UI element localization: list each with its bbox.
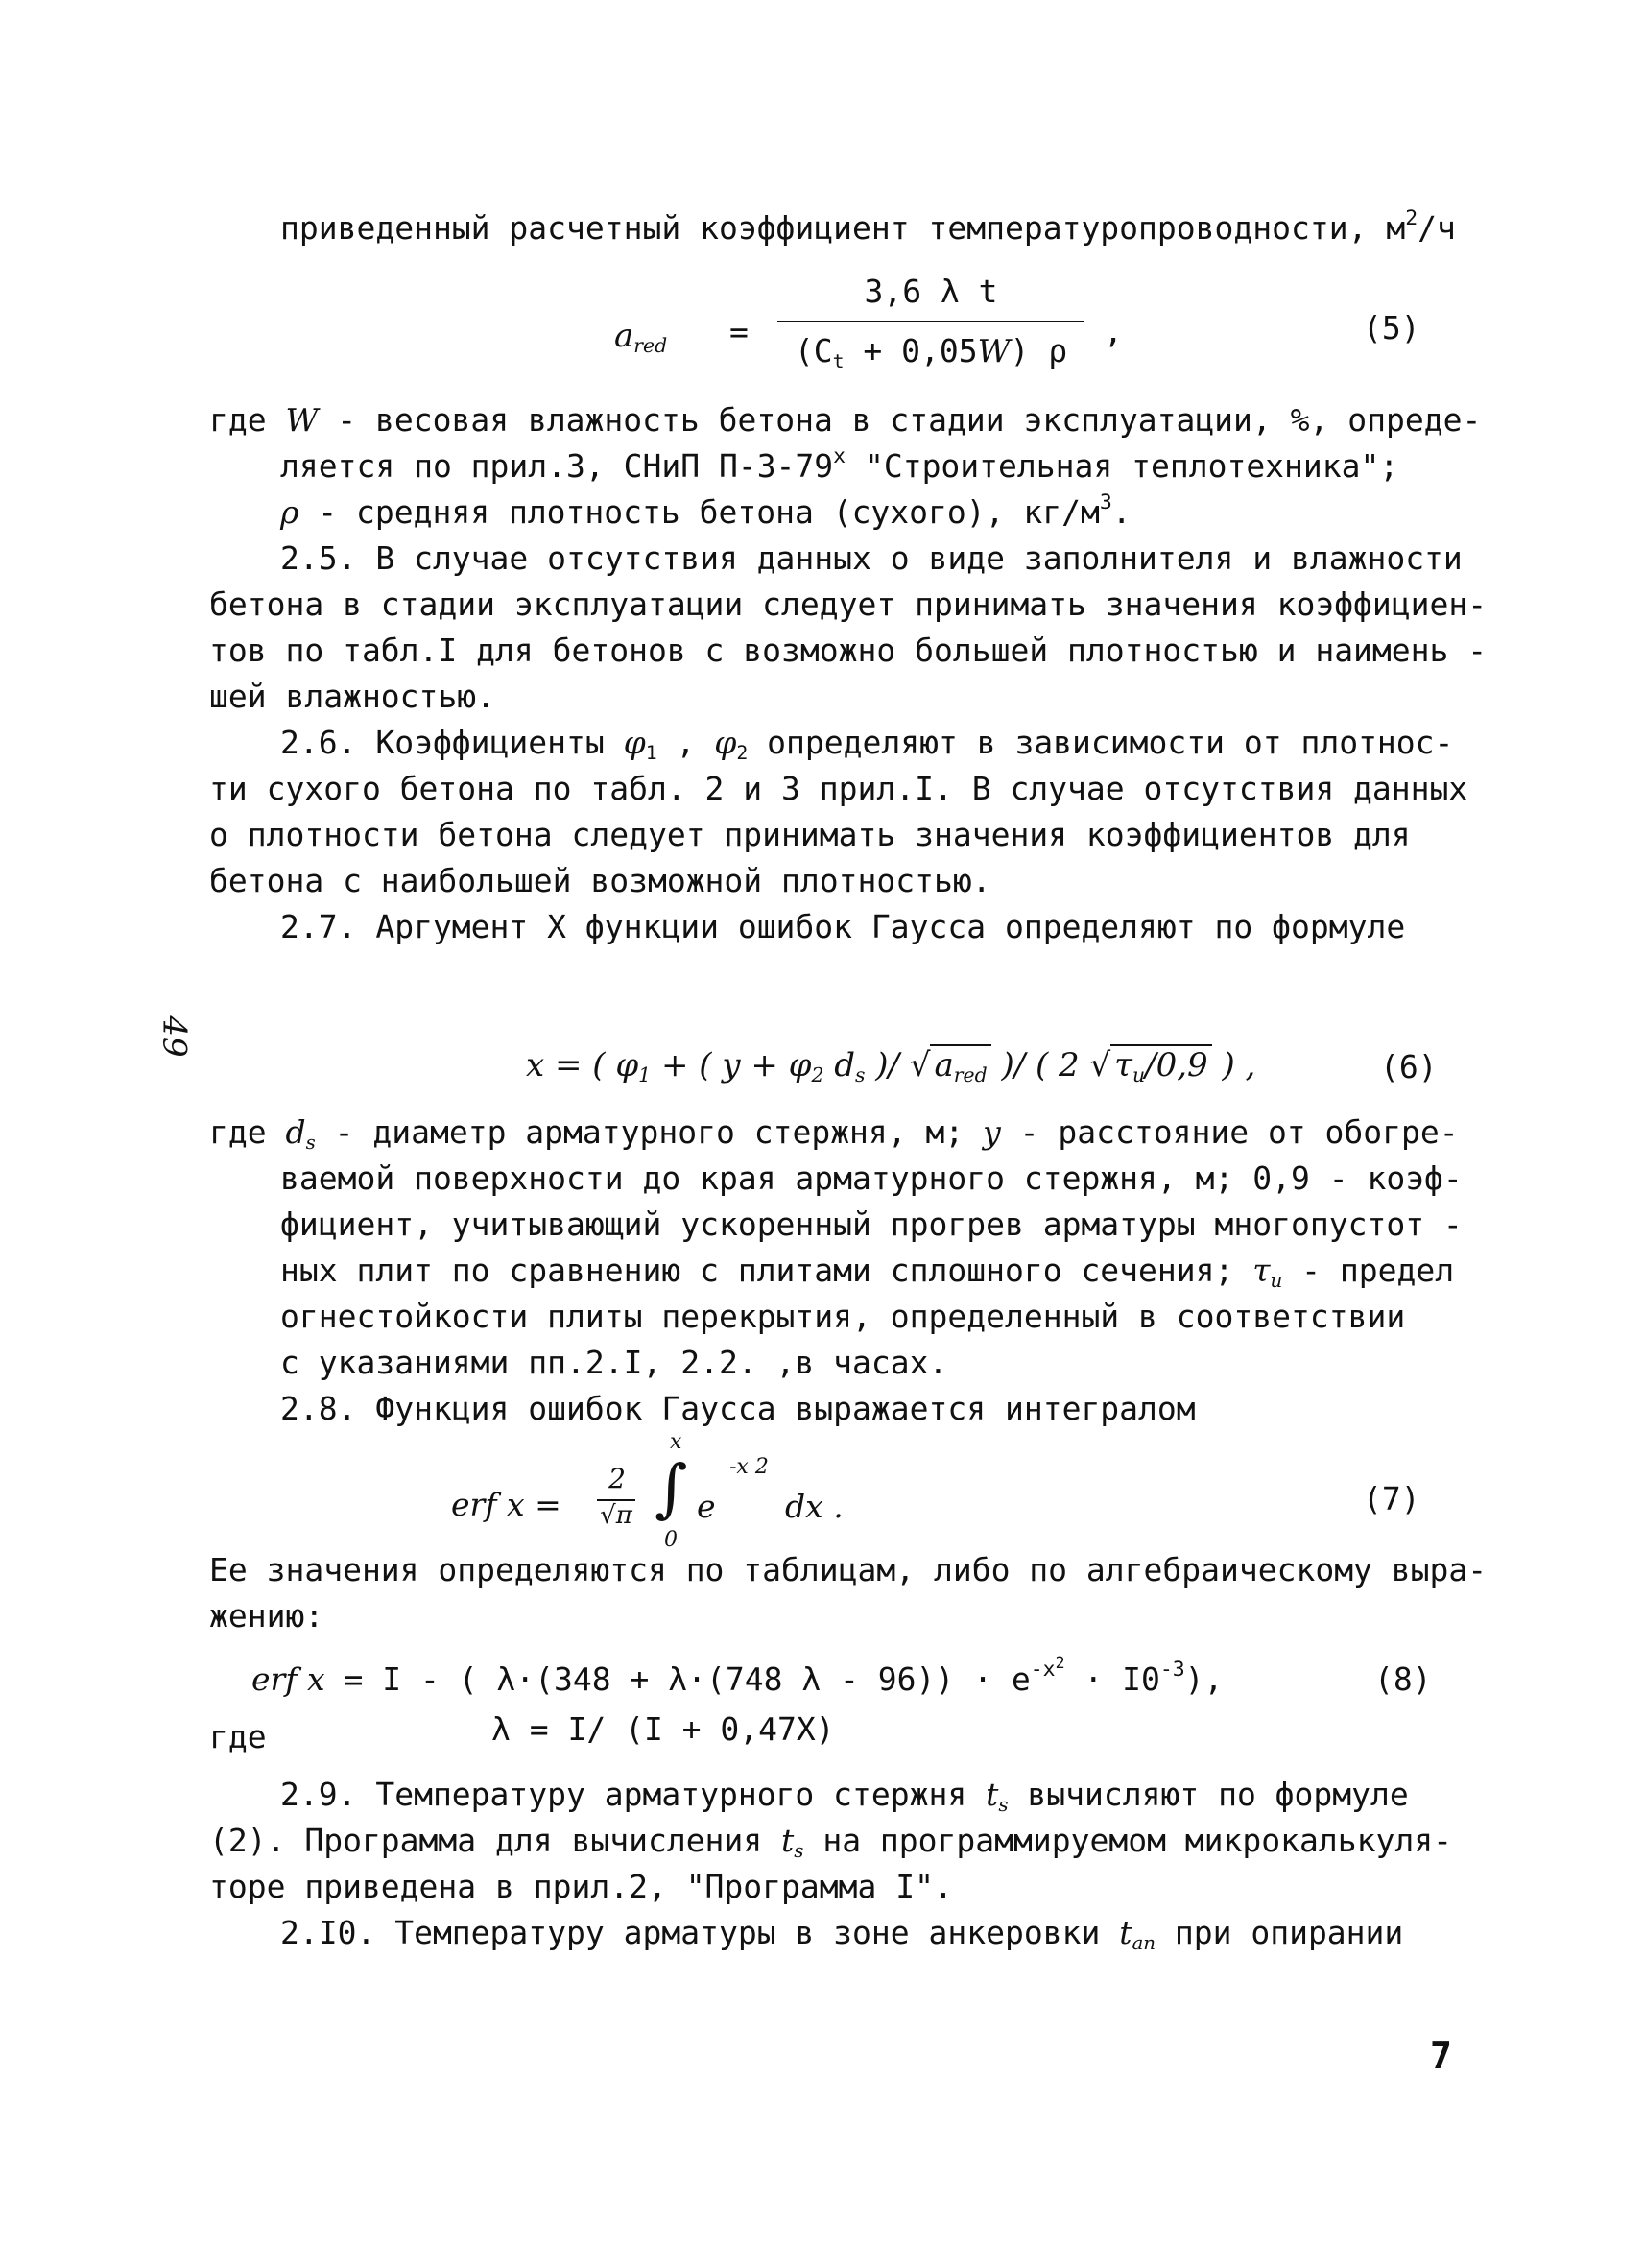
text-line: (2). Программа для вычисления $t_s$ на программируемом микрокалькуля- [209,1822,1452,1862]
text-line: ти сухого бетона по табл. 2 и 3 прил.I. В случае отсутствия данных [209,770,1468,807]
text-line: 2.9. Температуру арматурного стержня $t_s$ вычисляют по формуле [280,1776,1409,1816]
equation-5-denominator: $(C_t + 0,05W)$ ρ [794,332,1068,372]
text-line: 2.5. В случае отсутствия данных о виде заполнителя и влажности [280,539,1463,577]
text-line: 2.7. Аргумент X функции ошибок Гаусса определяют по формуле [280,908,1406,945]
equation-7-integral-sign: ∫ [655,1451,688,1525]
text-line: огнестойкости плиты перекрытия, определенный в соответствии [280,1298,1406,1335]
text-line: ρ - средняя плотность бетона (сухого), $кг/м^3$. [280,490,1132,531]
text-line: торе приведена в прил.2, "Программа I". [209,1868,953,1905]
equation-6-number: (6) [1380,1048,1438,1086]
text-line: ных плит по сравнению с плитами сплошного сечения; $\tau_u$ - предел [280,1252,1455,1292]
text-line: тов по табл.I для бетонов с возможно большей плотностью и наимень - [209,632,1488,669]
text-line: где $d_s$ - диаметр арматурного стержня, м; y - расстояние от обогре- [209,1113,1459,1154]
text-line: где [209,1718,267,1755]
text-line: 2.8. Функция ошибок Гаусса выражается интегралом [280,1390,1196,1427]
text-line: о плотности бетона следует принимать значения коэффициентов для [209,816,1411,853]
text-line: бетона в стадии эксплуатации следует принимать значения коэффициен- [209,585,1488,623]
equation-6: x = ( $\varphi_1$ + ( $y + \varphi_2$ $d_s$ )/ √ $a_{red}$ )/ ( 2 √ $\tau_u/0,9$ ) , [526,1046,1256,1087]
text-line: 2.I0. Температуру арматуры в зоне анкеровки $t_{an}$ при опирании [280,1914,1404,1954]
equation-7-exponent: -x 2 [729,1455,769,1479]
text-line: где W - весовая влажность бетона в стадии эксплуатации, %, опреде- [209,401,1482,439]
page-number: 7 [1430,2035,1452,2077]
equation-8-number: (8) [1374,1660,1432,1698]
equation-7-denominator: √π [600,1501,632,1530]
equation-5-comma: , [1104,313,1123,350]
equation-7-exp-base: e [697,1488,716,1525]
equation-7-integral-lower: 0 [664,1528,678,1552]
equation-7-lhs: erf x = [451,1486,561,1523]
equation-7-dx: dx . [785,1488,844,1525]
text-line: жению: [209,1597,324,1635]
equation-7-numerator: 2 [608,1463,626,1494]
equation-7-integral-upper: x [670,1430,682,1454]
text-line: приведенный расчетный коэффициент температуропроводности, $м^2/ч$ [280,206,1456,247]
equation-lambda: λ = I/ (I + 0,47X) [491,1710,835,1748]
text-line: ляется по прил.3, СНиП П-3-79$^x$ "Строительная теплотехника"; [280,444,1399,485]
margin-handwritten-mark: 49 [155,1015,194,1058]
equation-5-numerator: 3,6 λ t [864,273,998,310]
text-line: с указаниями пп.2.I, 2.2. ,в часах. [280,1344,948,1381]
equation-5-fraction-line [777,321,1084,322]
equation-8: erf x = I - ( λ·(348 + λ·(748 $\lambda - 96)) \cdot e^{-x2} \cdot I0^{-3}$), [251,1653,1224,1698]
text-line: фициент, учитывающий ускоренный прогрев арматуры многопустот - [280,1206,1463,1243]
equation-5-lhs: $a_{red}$ [614,317,668,358]
equation-5-number: (5) [1363,309,1420,346]
text-line: 2.6. Коэффициенты $\varphi_1$ , $\varphi_2$ определяют в зависимости от плотнос- [280,724,1454,764]
text-line: бетона с наибольшей возможной плотностью. [209,862,991,899]
text-line: ваемой поверхности до края арматурного стержня, м; 0,9 - коэф- [280,1159,1463,1197]
text-line: шей влажностью. [209,678,496,715]
equation-5-equals: = [729,313,749,350]
equation-7-number: (7) [1363,1480,1420,1517]
text-line: Ее значения определяются по таблицам, либо по алгебраическому выра- [209,1551,1488,1588]
